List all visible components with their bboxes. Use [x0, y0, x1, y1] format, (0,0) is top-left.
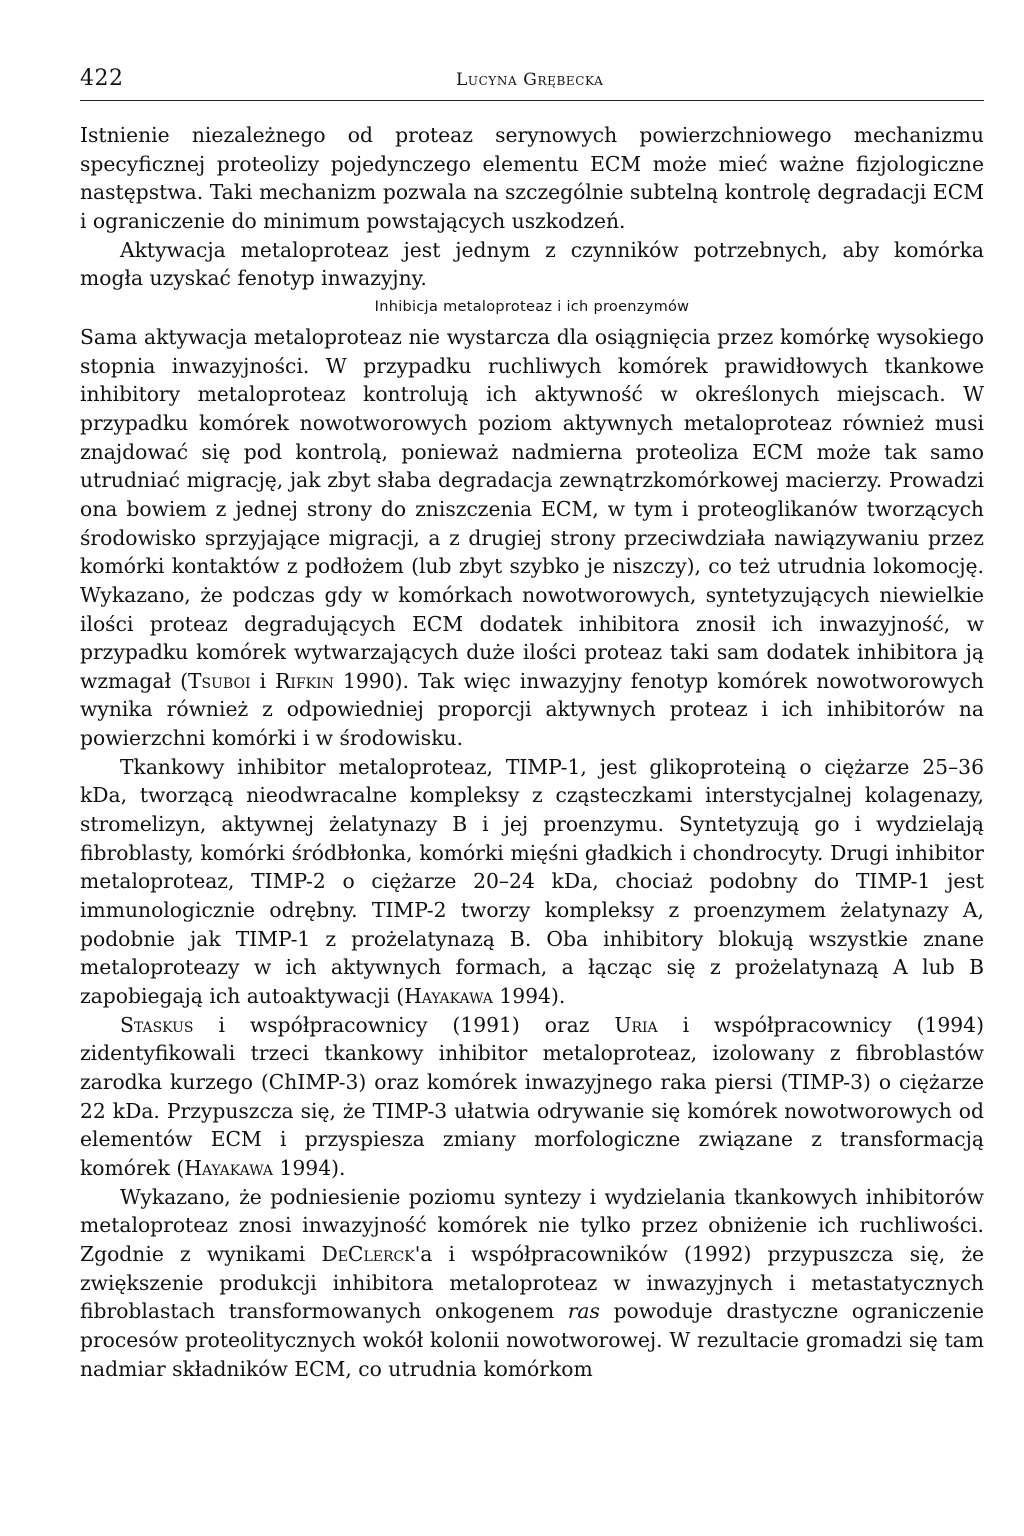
text-run: 1994).: [273, 1155, 346, 1180]
text-run: Sama aktywacja metaloproteaz nie wystarcza dla osiągnięcia przez komórkę wysokiego stopnia inwazyjności. W przypadku ruchliwych komórek prawidłowych tkankowe inhibitory metaloproteaz kontrolują ich aktywność w określonych miejscach. W przypadku komórek nowotworowych poziom aktywnych metaloproteaz również musi znajdować się pod kontrolą, ponieważ nadmierna proteoliza ECM może tak samo utrudniać migrację, jak zbyt słaba degradacja zewnątrzkomórkowej macierzy. Prowadzi ona bowiem z jednej strony do zniszczenia ECM, w tym i proteoglikanów tworzących środowisko sprzyjające migracji, a z drugiej strony przeciwdziała nawiązywaniu przez komórki kontaktów z podłożem (lub zbyt szybko je niszczy), co też utrudnia lokomocję. Wykazano, że podczas gdy w komórkach nowotworowych, syntetyzujących niewielkie ilości proteaz degradujących ECM dodatek inhibitora znosił ich inwazyjność, w przypadku komórek wytwarzających duże ilości proteaz taki sam dodatek inhibitora ją wzmagał (: [80, 324, 984, 693]
citation-author: Uria: [614, 1012, 658, 1037]
text-run: 'a i współpracowników (1992) przypuszcza się, że zwiększenie produkcji inhibitora metaloproteaz w inwazyjnych i metastatycznych fibroblastach transformowanych onkogenem: [80, 1241, 985, 1324]
paragraph-3: [80, 323, 984, 753]
paragraph-2: Aktywacja metaloproteaz jest jednym z czynników potrzebnych, aby komórka mogła uzyskać fenotyp inwazyjny.: [80, 237, 984, 291]
paragraph-4: [80, 753, 984, 1011]
text-run: powoduje drastyczne ograniczenie procesów proteolitycznych wokół kolonii nowotworowej. W rezultacie gromadzi się tam nadmiar składników ECM, co utrudnia komórkom: [80, 1299, 984, 1381]
citation-author: Tsuboi: [188, 668, 251, 693]
text-run: i: [250, 668, 276, 693]
paragraph-5: [80, 1011, 984, 1183]
section-heading: Inhibicja metaloproteaz i ich proenzymów: [374, 298, 690, 315]
document-page: [80, 66, 984, 1383]
paragraph-1: Istnienie niezależnego od proteaz serynowych powierzchniowego mechanizmu specyficznej proteolizy pojedynczego elementu ECM może mieć ważne fizjologiczne następstwa. Taki mechanizm pozwala na szczególnie subtelną kontrolę degradacji ECM i ograniczenie do minimum powstających uszkodzeń.: [80, 123, 984, 233]
citation-author: Hayakawa: [184, 1155, 274, 1180]
italic-term: ras: [567, 1299, 600, 1324]
citation-author: Rifkin: [275, 668, 334, 693]
text-run: 1994).: [492, 984, 566, 1009]
text-run: i współpracownicy (1994) zidentyfikowali trzeci tkankowy inhibitor metaloproteaz, izolowany z fibroblastów zarodka kurzego (ChIMP-3) oraz komórek inwazyjnego raka piersi (TIMP-3) o ciężarze 22 kDa. Przypuszcza się, że TIMP-3 ułatwia odrywanie się komórek nowotworowych od elementów ECM i przyspiesza zmiany morfologiczne związane z transformacją komórek (: [80, 1012, 984, 1180]
page-number: 422: [80, 66, 124, 91]
citation-author: Hayakawa: [404, 984, 493, 1009]
text-run: Wykazano, że podniesienie poziomu syntezy i wydzielania tkankowych inhibitorów metaloproteaz znosi inwazyjność komórek nie tylko przez obniżenie ich ruchliwości. Zgodnie z wynikami: [80, 1184, 984, 1266]
citation-author: Staskus: [120, 1012, 194, 1037]
page-header: [80, 66, 984, 101]
citation-author: DeClerck: [321, 1241, 415, 1266]
text-run: i współpracownicy (1991) oraz: [193, 1012, 615, 1037]
running-head: Lucyna Grębecka: [456, 70, 604, 90]
paragraph-6: [80, 1183, 984, 1384]
text-run: Tkankowy inhibitor metaloproteaz, TIMP-1, jest glikoproteiną o ciężarze 25–36 kDa, tworzącą nieodwracalne kompleksy z cząsteczkami interstycjalnej kolagenazy, stromelizyn, aktywnej żelatynazy B i jej proenzymu. Syntetyzują go i wydzielają fibroblasty, komórki śródbłonka, komórki mięśni gładkich i chondrocyty. Drugi inhibitor metaloproteaz, TIMP-2 o ciężarze 20–24 kDa, chociaż podobny do TIMP-1 jest immunologicznie odrębny. TIMP-2 tworzy kompleksy z proenzymem żelatynazy A, podobnie jak TIMP-1 z prożelatynazą B. Oba inhibitory blokują wszystkie znane metaloproteazy w ich aktywnych formach, a łącząc się z prożelatynazą A lub B zapobiegają ich autoaktywacji (: [80, 754, 984, 1009]
body-text: [80, 121, 984, 1383]
text-run: 1990). Tak więc inwazyjny fenotyp komórek nowotworowych wynika również z odpowiedniej proporcji aktywnych proteaz i ich inhibitorów na powierzchni komórki i w środowisku.: [80, 668, 984, 751]
